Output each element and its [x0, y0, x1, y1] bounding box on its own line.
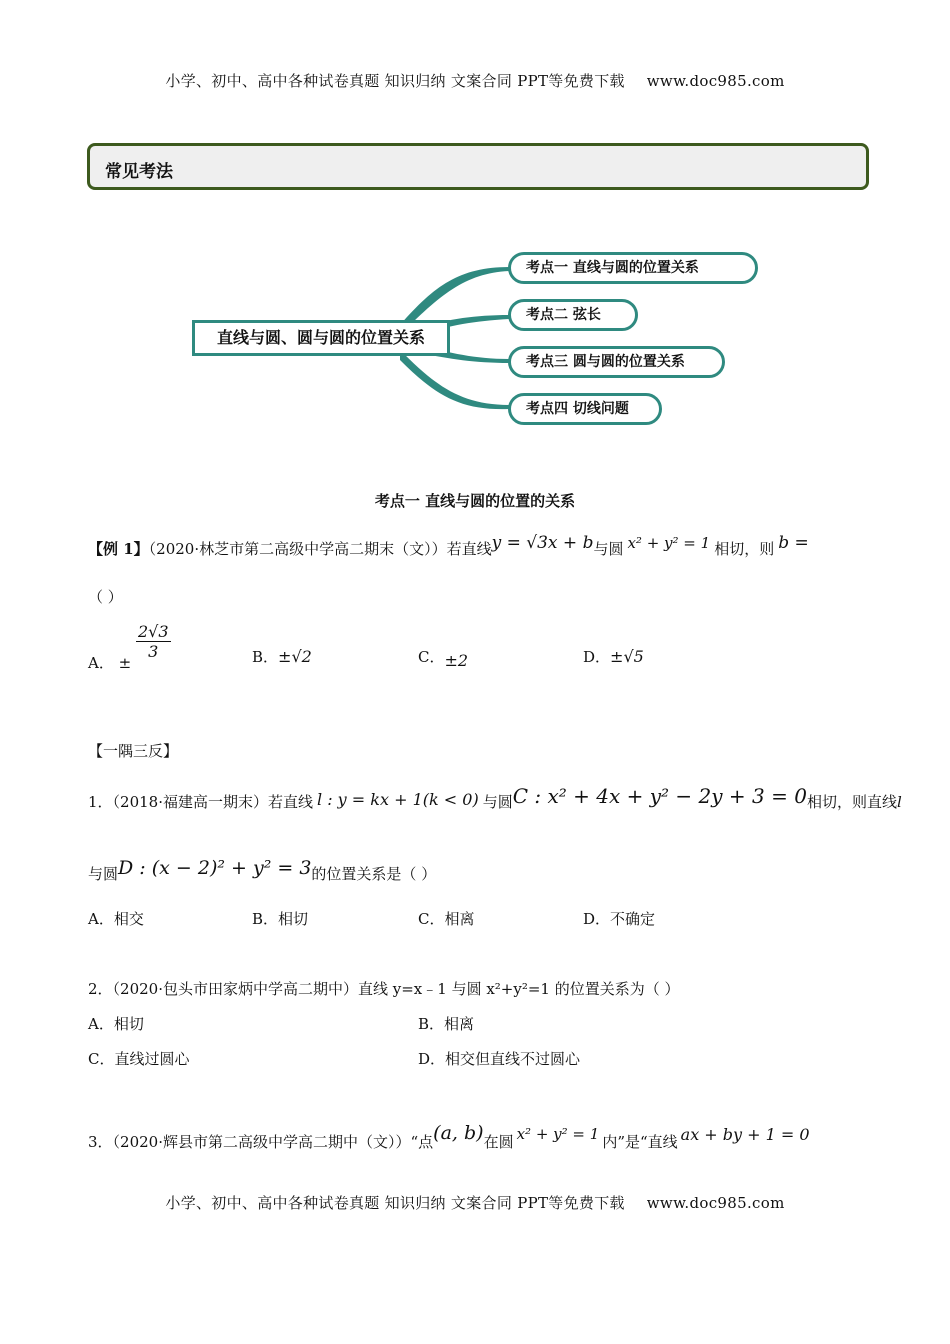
q1-line2-suffix: 的位置关系是（ ） — [311, 865, 437, 883]
q2-option-c: C．直线过圆心 — [88, 1050, 190, 1068]
example-source: （2020·林芝市第二高级中学高二期末（文））若直线 — [148, 540, 492, 558]
page-header — [0, 70, 950, 91]
header-url[interactable]: www.doc985.com — [646, 72, 785, 90]
option-b-value: ±√2 — [278, 647, 312, 666]
example-label: 【例 1】 — [88, 540, 149, 558]
question-1-stem — [88, 784, 902, 812]
option-d-value: ±√5 — [610, 647, 644, 666]
example-1-stem — [88, 533, 809, 559]
q1-option-b: B．相切 — [252, 910, 309, 928]
question-1-stem-line2 — [88, 857, 437, 884]
q3-number: 3． — [88, 1133, 113, 1151]
mindmap-root: 直线与圆、圆与圆的位置关系 — [192, 320, 450, 356]
question-3-stem — [88, 1122, 810, 1152]
option-a-denominator: 3 — [148, 642, 159, 661]
option-c — [418, 646, 469, 670]
q1-line-equation: l : y = kx + 1(k < 0) — [317, 790, 479, 809]
q3-point: (a, b) — [433, 1122, 484, 1144]
section-title: 常见考法 — [105, 162, 173, 182]
q1-option-c: C．相离 — [418, 910, 475, 928]
q3-mid: 在圆 — [483, 1133, 514, 1151]
q2-option-b: B．相离 — [418, 1015, 475, 1033]
option-d-letter: D． — [583, 648, 611, 666]
option-c-letter: C． — [418, 648, 445, 666]
example-line-equation: y = √3x + b — [491, 533, 594, 553]
q2-option-a: A．相切 — [88, 1015, 144, 1033]
question-2-stem: 2．（2020·包头市田家炳中学高二期中）直线 y=x﹣1 与圆 x²+y²=1 的位置关系为（ ） — [88, 980, 680, 998]
section-title-box — [87, 143, 869, 190]
q1-number: 1． — [88, 793, 113, 811]
option-b-letter: B． — [252, 648, 279, 666]
option-c-value: ±2 — [444, 651, 469, 670]
q3-circle-equation: x² + y² = 1 — [516, 1125, 600, 1143]
page-footer — [0, 1192, 950, 1213]
q1-circle-equation: C : x² + 4x + y² − 2y + 3 = 0 — [512, 784, 807, 808]
option-d — [583, 646, 644, 667]
header-text: 小学、初中、高中各种试卷真题 知识归纳 文案合同 PPT等免费下载 — [165, 72, 625, 90]
q3-mid2: 内”是“直线 — [602, 1133, 678, 1151]
footer-text: 小学、初中、高中各种试卷真题 知识归纳 文案合同 PPT等免费下载 — [165, 1194, 625, 1212]
footer-url[interactable]: www.doc985.com — [646, 1194, 785, 1212]
topic-heading: 考点一 直线与圆的位置的关系 — [374, 492, 576, 510]
q1-option-a: A．相交 — [88, 910, 144, 928]
q2-option-d: D．相交但直线不过圆心 — [418, 1050, 581, 1068]
q1-line2-prefix: 与圆 — [88, 865, 119, 883]
example-mid: 与圆 — [593, 540, 624, 558]
option-a-numerator: 2√3 — [137, 622, 169, 641]
example-answer-blank: （ ） — [88, 588, 123, 606]
mindmap-node-2: 考点二 弦长 — [508, 299, 638, 331]
example-variable: b = — [778, 533, 809, 553]
practice-title: 【一隅三反】 — [88, 742, 179, 760]
q1-circle2-equation: D : (x − 2)² + y² = 3 — [118, 857, 312, 879]
option-a-letter: A． — [88, 653, 114, 672]
option-a-sign: ± — [118, 653, 132, 672]
mindmap-node-4: 考点四 切线问题 — [508, 393, 662, 425]
q1-end: 相切，则直线 — [806, 793, 897, 811]
mindmap-node-3: 考点三 圆与圆的位置关系 — [508, 346, 725, 378]
q1-option-d: D．不确定 — [583, 910, 656, 928]
q3-line-equation: ax + by + 1 = 0 — [680, 1125, 810, 1144]
example-end: 相切，则 — [714, 540, 775, 558]
example-circle-equation: x² + y² = 1 — [627, 534, 711, 552]
q1-mid: 与圆 — [482, 793, 513, 811]
q1-line-variable: l — [896, 793, 902, 811]
mindmap-node-1: 考点一 直线与圆的位置关系 — [508, 252, 758, 284]
option-b — [252, 646, 312, 667]
q3-source: （2020·辉县市第二高级中学高二期中（文））“点 — [112, 1133, 434, 1151]
option-a — [88, 622, 171, 672]
q1-source: （2018·福建高一期末）若直线 — [112, 793, 313, 811]
